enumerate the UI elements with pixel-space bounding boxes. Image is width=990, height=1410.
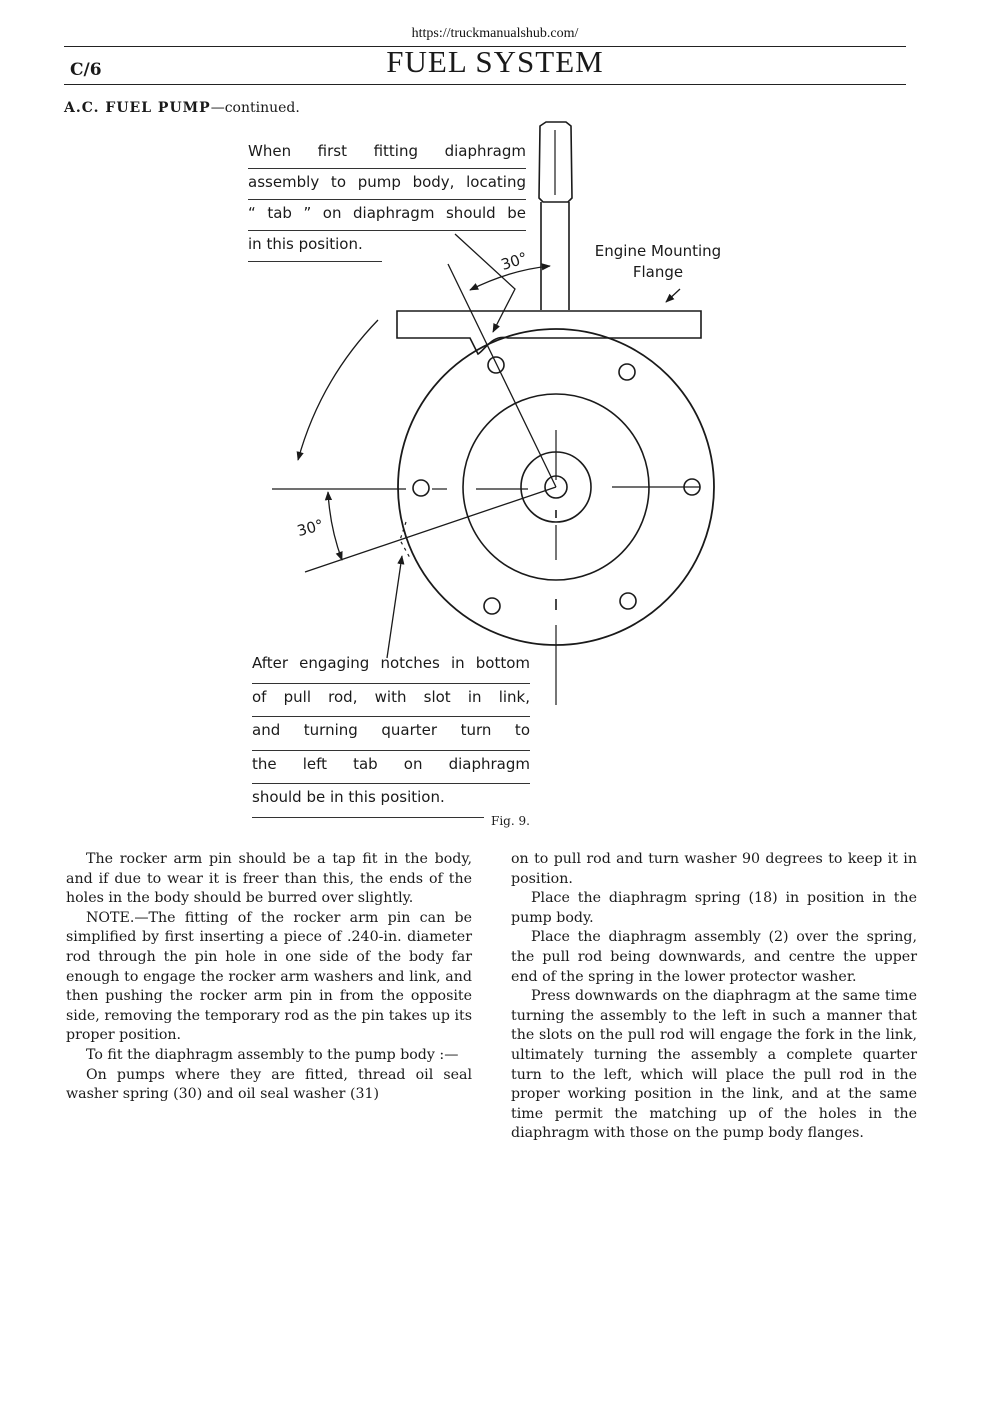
paragraph: Place the diaphragm spring (18) in position in the pump body. xyxy=(511,890,917,926)
angle-label-top: 30° xyxy=(498,248,530,274)
flange-label-line: Flange xyxy=(632,263,684,281)
callout-line: and turning quarter turn to xyxy=(252,717,530,751)
callout-line: should be in this position. xyxy=(252,784,484,818)
paragraph: Press downwards on the diaphragm at the same time turning the assembly to the left in such a manner that the slots on the pull rod will engage the fork in the link, ultimately turning the assembly a complete quarter turn to the left, which will place the pull rod in the proper working position in the link, and at the same time permit the matching up of the holes in the diaphragm with those on the pump body flanges. xyxy=(511,988,917,1142)
flange-label xyxy=(583,241,733,283)
callout-line: in this position. xyxy=(248,231,382,262)
page-number: C/6 xyxy=(70,60,102,80)
section-heading-rest: —continued. xyxy=(210,100,300,116)
callout-line: When first fitting diaphragm xyxy=(248,138,526,169)
paragraph: Place the diaphragm assembly (2) over the spring, the pull rod being downwards, and centre the upper end of the spring in the lower protector washer. xyxy=(511,929,917,985)
callout-top xyxy=(248,138,526,262)
screw-hole xyxy=(619,364,635,380)
figure-caption: Fig. 9. xyxy=(491,814,530,828)
paragraph: The rocker arm pin should be a tap fit in the body, and if due to wear it is freer than this, the ends of the holes in the body should be burred over slightly. xyxy=(66,851,472,907)
callout-line: the left tab on diaphragm xyxy=(252,751,530,785)
screw-hole xyxy=(488,357,504,373)
paragraph: NOTE.—The fitting of the rocker arm pin can be simplified by first inserting a piece of .240-in. diameter rod through the pin hole in one side of the body far enough to engage the rocker arm washers and link, and then pushing the rocker arm pin in from the opposite side, removing the temporary rod as the pin takes up its proper position. xyxy=(66,909,472,1044)
screw-hole xyxy=(413,480,429,496)
paragraph: On pumps where they are fitted, thread oil seal washer spring (30) and oil seal washer (31) xyxy=(66,1066,472,1103)
paragraph: on to pull rod and turn washer 90 degrees to keep it in position. xyxy=(511,851,917,887)
callout-line: After engaging notches in bottom xyxy=(252,650,530,684)
callout-line: assembly to pump body, locating xyxy=(248,169,526,200)
callout-line: “ tab ” on diaphragm should be xyxy=(248,200,526,231)
page-title: FUEL SYSTEM xyxy=(386,44,604,79)
text-column-left xyxy=(66,850,472,1105)
screw-hole xyxy=(620,593,636,609)
paragraph: To fit the diaphragm assembly to the pump body :— xyxy=(86,1046,459,1063)
source-url[interactable]: https://truckmanualshub.com/ xyxy=(411,26,579,41)
section-heading-bold: A.C. FUEL PUMP xyxy=(64,100,211,116)
screw-hole xyxy=(484,598,500,614)
callout-line: of pull rod, with slot in link, xyxy=(252,684,530,718)
angle-label-left: 30° xyxy=(295,515,326,541)
flange-label-line: Engine Mounting xyxy=(594,242,722,260)
text-column-right xyxy=(511,850,917,1144)
mounting-flange xyxy=(397,311,701,354)
callout-bottom xyxy=(252,650,530,818)
